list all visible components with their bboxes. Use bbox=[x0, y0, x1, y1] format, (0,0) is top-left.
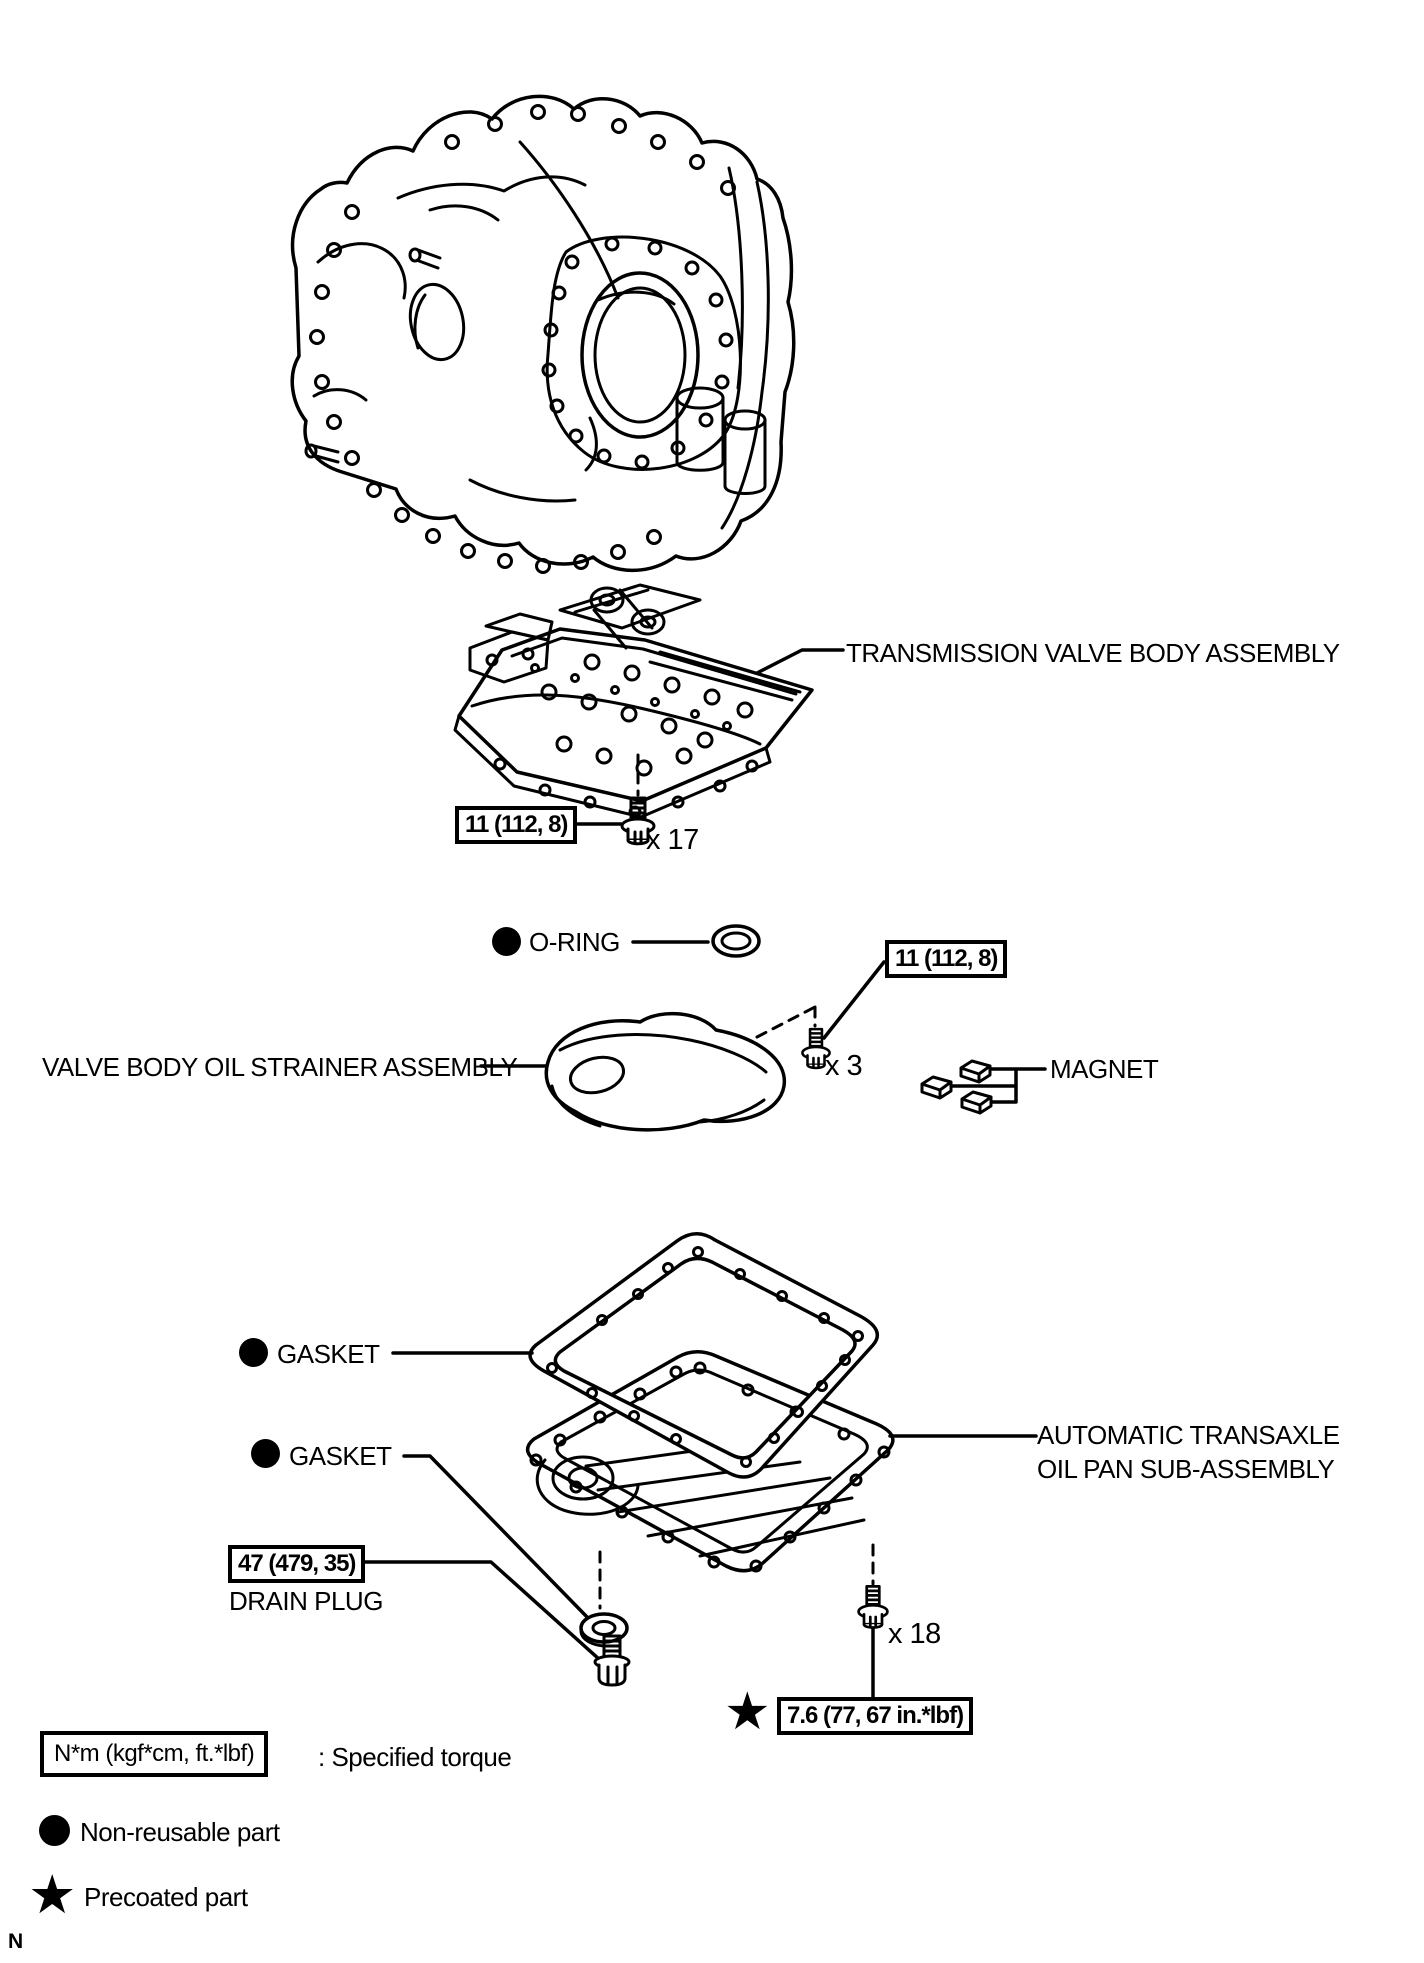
non-reusable-dot-legend bbox=[39, 1815, 70, 1846]
valve-body-label: TRANSMISSION VALVE BODY ASSEMBLY bbox=[846, 638, 1340, 668]
legend-torque-description: : Specified torque bbox=[318, 1742, 512, 1772]
non-reusable-dot-gasket-lower bbox=[251, 1439, 280, 1468]
non-reusable-dot-o-ring bbox=[492, 927, 521, 956]
strainer-torque-box: 11 (112, 8) bbox=[885, 940, 1007, 978]
o-ring-label: O-RING bbox=[529, 927, 620, 957]
magnet-3 bbox=[962, 1092, 991, 1113]
drain-plug-torque-box: 47 (479, 35) bbox=[228, 1545, 365, 1583]
oil-pan-label bbox=[1037, 1418, 1340, 1486]
case-bolt-holes bbox=[311, 106, 735, 573]
strainer-torque-leader-line bbox=[824, 962, 884, 1038]
pan-bolt bbox=[859, 1586, 888, 1627]
magnet-2 bbox=[922, 1077, 951, 1098]
precoated-star-legend: ★ bbox=[28, 1863, 77, 1926]
magnet-1 bbox=[961, 1061, 990, 1082]
valve-body-drawing bbox=[455, 585, 812, 817]
strainer-bolt-dashed-line bbox=[757, 1007, 815, 1037]
strainer-bolt-count: x 3 bbox=[825, 1050, 863, 1082]
drain-plug-leader-line bbox=[363, 1562, 600, 1660]
pan-bolt-count: x 18 bbox=[888, 1618, 941, 1650]
pan-bolt-torque-box: 7.6 (77, 67 in.*lbf) bbox=[777, 1697, 973, 1735]
gasket-upper-label: GASKET bbox=[277, 1339, 380, 1369]
drain-plug-label: DRAIN PLUG bbox=[229, 1586, 383, 1616]
oil-strainer-label: VALVE BODY OIL STRAINER ASSEMBLY bbox=[42, 1052, 518, 1082]
valve-body-leader-line bbox=[757, 650, 843, 673]
legend-non-reusable-label: Non-reusable part bbox=[80, 1817, 280, 1847]
precoated-star-pan-bolt: ★ bbox=[724, 1682, 771, 1742]
footer-mark: N bbox=[8, 1930, 24, 1953]
oil-pan-label-line2: OIL PAN SUB-ASSEMBLY bbox=[1037, 1454, 1335, 1484]
legend-torque-unit-box: N*m (kgf*cm, ft.*lbf) bbox=[40, 1731, 268, 1777]
oil-pan-label-line1: AUTOMATIC TRANSAXLE bbox=[1037, 1420, 1340, 1450]
o-ring-drawing bbox=[633, 926, 759, 956]
transaxle-case-drawing bbox=[292, 96, 794, 572]
pan-gasket-drawing bbox=[530, 1234, 877, 1477]
oil-strainer-drawing bbox=[481, 1014, 784, 1130]
valve-body-bolt-count: x 17 bbox=[646, 824, 699, 856]
legend-precoated-label: Precoated part bbox=[84, 1882, 248, 1912]
magnet-drawing bbox=[922, 1061, 1045, 1113]
valve-body-torque-box: 11 (112, 8) bbox=[455, 806, 577, 844]
magnet-label: MAGNET bbox=[1050, 1054, 1159, 1084]
gasket-lower-label: GASKET bbox=[289, 1441, 392, 1471]
gasket-lower-leader-line bbox=[404, 1456, 588, 1618]
non-reusable-dot-gasket-upper bbox=[239, 1338, 268, 1367]
